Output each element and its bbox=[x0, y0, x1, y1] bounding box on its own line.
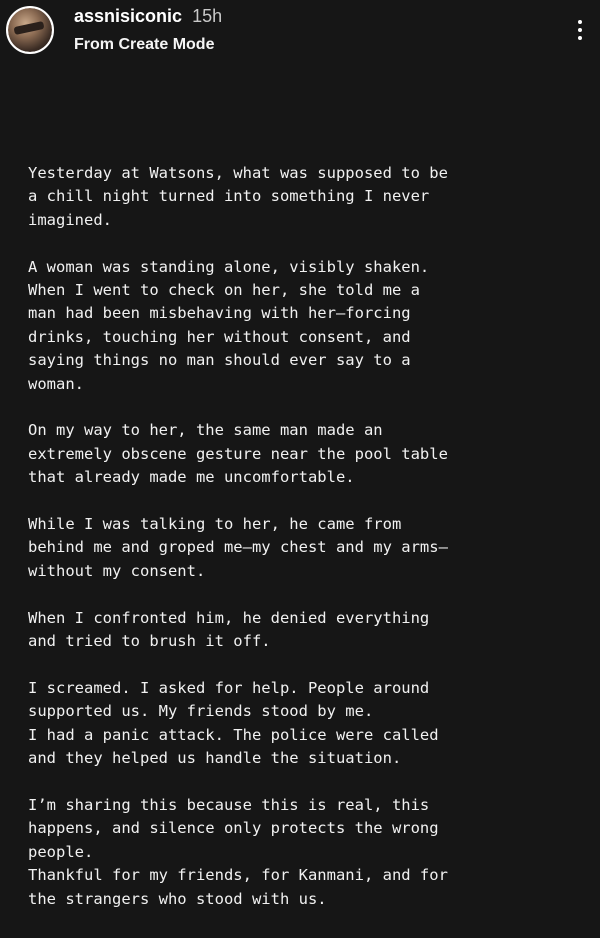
story-text-line: imagined. bbox=[28, 210, 112, 229]
story-text-line: I’m sharing this because this is real, this bbox=[28, 795, 430, 814]
story-text-line: Yesterday at Watsons, what was supposed to be bbox=[28, 164, 448, 182]
story-text-line: and tried to brush it off. bbox=[28, 632, 271, 651]
more-vertical-icon bbox=[578, 20, 582, 24]
story-text-line: I had a panic attack. The police were called bbox=[28, 725, 439, 744]
story-text-line: A woman was standing alone, visibly shaken. bbox=[28, 257, 430, 276]
story-paragraph bbox=[28, 677, 588, 771]
more-vertical-icon-dot-3 bbox=[578, 36, 582, 40]
story-text-line: behind me and groped me—my chest and my arms— bbox=[28, 538, 448, 557]
story-text-line: woman. bbox=[28, 374, 84, 393]
story-text-line: without my consent. bbox=[28, 561, 206, 580]
story-text-line: that already made me uncomfortable. bbox=[28, 468, 355, 487]
create-mode-label[interactable]: From Create Mode bbox=[74, 36, 215, 53]
story-text-line: saying things no man should ever say to a bbox=[28, 351, 411, 370]
story-text-line: and they helped us handle the situation. bbox=[28, 749, 402, 768]
story-text-line: the strangers who stood with us. bbox=[28, 889, 327, 908]
story-paragraph bbox=[28, 513, 588, 583]
story-text-line: man had been misbehaving with her—forcing bbox=[28, 304, 411, 323]
more-options-button[interactable] bbox=[568, 14, 592, 46]
story-text-line: happens, and silence only protects the wrong bbox=[28, 819, 439, 838]
story-paragraph bbox=[28, 607, 588, 654]
story-paragraph bbox=[28, 162, 588, 232]
username[interactable]: assnisiconic bbox=[74, 6, 183, 26]
story-text-line: When I confronted him, he denied everything bbox=[28, 608, 430, 627]
story-text-line: a chill night turned into something I never bbox=[28, 187, 430, 206]
story-text-line: people. bbox=[28, 842, 94, 861]
story-text-content bbox=[28, 162, 588, 934]
story-text-line: I screamed. I asked for help. People around bbox=[28, 678, 430, 697]
story-header bbox=[0, 0, 600, 70]
story-paragraph bbox=[28, 794, 588, 911]
story-paragraph bbox=[28, 419, 588, 489]
story-text-line: Thankful for my friends, for Kanmani, and for bbox=[28, 866, 448, 885]
post-time: 15h bbox=[192, 6, 223, 26]
story-text-line: extremely obscene gesture near the pool table bbox=[28, 444, 448, 463]
story-text-line: drinks, touching her without consent, and bbox=[28, 327, 411, 346]
username-line bbox=[74, 6, 222, 27]
story-text-line: supported us. My friends stood by me. bbox=[28, 702, 374, 721]
story-text-line: On my way to her, the same man made an bbox=[28, 421, 383, 440]
story-paragraph bbox=[28, 256, 588, 396]
avatar[interactable] bbox=[6, 6, 54, 54]
story-text-line: While I was talking to her, he came from bbox=[28, 515, 402, 534]
story-text-line: When I went to check on her, she told me a bbox=[28, 281, 420, 300]
more-vertical-icon-dot-2 bbox=[578, 28, 582, 32]
